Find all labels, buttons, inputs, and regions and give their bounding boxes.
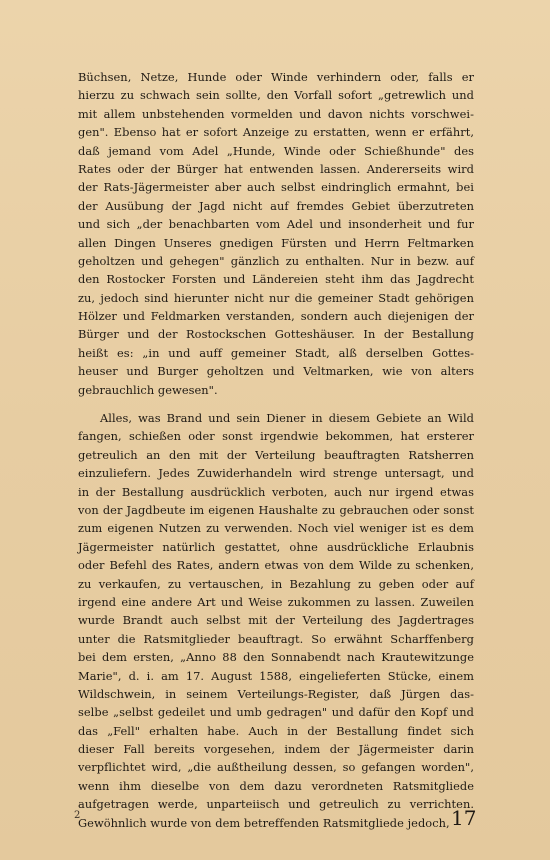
text-line: und sich „der benachbarten vom Adel und insonderheit und fur bbox=[78, 217, 474, 232]
text-line: Büchsen, Netze, Hunde oder Winde verhindern oder, falls er bbox=[78, 70, 474, 84]
text-line: zu verkaufen, zu vertauschen, in Bezahlung zu geben oder auf bbox=[78, 576, 474, 591]
text-line: der Rats-Jägermeister aber auch selbst eindringlich ermahnt, bei bbox=[78, 180, 474, 195]
text-line: das „Fell" erhalten habe. Auch in der Bestallung findet sich bbox=[78, 723, 474, 738]
text-line: von der Jagdbeute im eigenen Haushalte zu gebrauchen oder sonst bbox=[78, 502, 474, 517]
text-line: der Ausübung der Jagd nicht auf fremdes Gebiet überzutreten bbox=[78, 198, 474, 213]
text-line: irgend eine andere Art und Weise zukommen zu lassen. Zuweilen bbox=[78, 594, 474, 609]
text-line: Gewöhnlich wurde von dem betreffenden Ratsmitgliede jedoch, bbox=[78, 815, 450, 830]
text-line: zum eigenen Nutzen zu verwenden. Noch viel weniger ist es dem bbox=[78, 521, 474, 536]
text-line: Bürger und der Rostockschen Gotteshäuser. In der Bestallung bbox=[78, 327, 474, 342]
signature-mark: 2 bbox=[74, 810, 81, 821]
text-line: verpflichtet wird, „die außtheilung dessen, so gefangen worden", bbox=[78, 760, 474, 775]
text-line: Wildschwein, in seinem Verteilungs-Register, daß Jürgen das- bbox=[78, 686, 474, 701]
text-line: hierzu zu schwach sein sollte, den Vorfall sofort „getrewlich und bbox=[78, 88, 474, 103]
paragraph-gap bbox=[78, 399, 474, 409]
text-line: wurde Brandt auch selbst mit der Verteilung des Jagdertrages bbox=[78, 613, 474, 628]
text-line: getreulich an den mit der Verteilung beauftragten Ratsherren bbox=[78, 447, 474, 462]
text-line: bei dem ersten, „Anno 88 den Sonnabendt nach Krautewitzunge bbox=[78, 650, 474, 665]
text-line: Marie", d. i. am 17. August 1588, eingelieferten Stücke, einem bbox=[78, 668, 474, 683]
text-line: heißt es: „in und auff gemeiner Stadt, alß derselben Gottes- bbox=[78, 345, 474, 360]
text-line: einzuliefern. Jedes Zuwiderhandeln wird strenge untersagt, und bbox=[78, 466, 474, 481]
text-line: geholtzen und gehegen" gänzlich zu enthalten. Nur in bezw. auf bbox=[78, 253, 474, 268]
text-line: wenn ihm dieselbe von dem dazu verordneten Ratsmitgliede bbox=[78, 778, 474, 793]
body-text bbox=[78, 68, 477, 832]
text-line: Hölzer und Feldmarken verstanden, sondern auch diejenigen der bbox=[78, 309, 474, 324]
text-line: heuser und Burger geholtzen und Veltmarken, wie von alters bbox=[78, 364, 474, 379]
paragraph bbox=[78, 68, 474, 399]
text-line: selbe „selbst gedeilet und umb gedragen" und dafür den Kopf und bbox=[78, 705, 474, 720]
text-line: aufgetragen werde, unparteiisch und getreulich zu verrichten. bbox=[78, 797, 474, 812]
text-line: gen". Ebenso hat er sofort Anzeige zu erstatten, wenn er erfährt, bbox=[78, 125, 474, 140]
text-line: in der Bestallung ausdrücklich verboten, auch nur irgend etwas bbox=[78, 484, 474, 499]
page-number: 17 bbox=[451, 806, 477, 830]
text-line: daß jemand vom Adel „Hunde, Winde oder Schießhunde" des bbox=[78, 143, 474, 158]
text-line: unter die Ratsmitglieder beauftragt. So erwähnt Scharffenberg bbox=[78, 631, 474, 646]
text-line: dieser Fall bereits vorgesehen, indem der Jägermeister darin bbox=[78, 742, 474, 757]
text-line: Rates oder der Bürger hat entwenden lassen. Andererseits wird bbox=[78, 161, 474, 176]
text-line: mit allem unbstehenden vormelden und davon nichts vorschwei- bbox=[78, 106, 474, 121]
text-line: zu, jedoch sind hierunter nicht nur die gemeiner Stadt gehörigen bbox=[78, 290, 474, 305]
text-line: den Rostocker Forsten und Ländereien steht ihm das Jagdrecht bbox=[78, 272, 474, 287]
text-line: fangen, schießen oder sonst irgendwie bekommen, hat ersterer bbox=[78, 429, 474, 444]
paragraph bbox=[78, 409, 477, 832]
text-line: Jägermeister natürlich gestattet, ohne ausdrückliche Erlaubnis bbox=[78, 539, 474, 554]
text-line: allen Dingen Unseres gnedigen Fürsten und Herrn Feltmarken bbox=[78, 235, 474, 250]
text-line: oder Befehl des Rates, andern etwas von dem Wilde zu schenken, bbox=[78, 558, 474, 573]
text-line: Alles, was Brand und sein Diener in diesem Gebiete an Wild bbox=[100, 411, 474, 426]
text-line: gebrauchlich gewesen". bbox=[78, 382, 218, 397]
